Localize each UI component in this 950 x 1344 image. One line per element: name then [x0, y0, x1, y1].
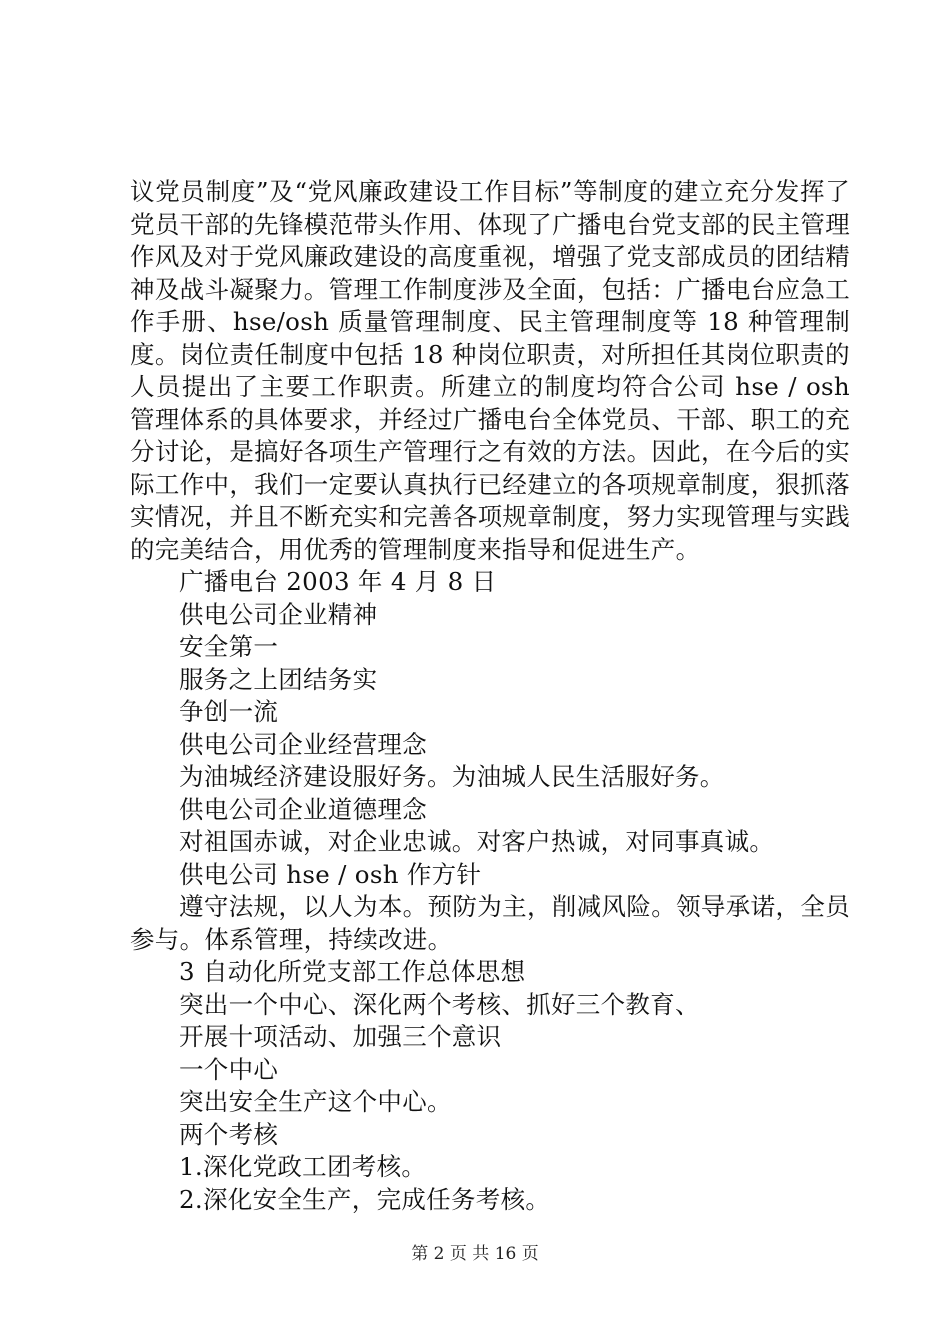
heading-party-branch-thought: 3 自动化所党支部工作总体思想: [179, 957, 526, 986]
text-thought-line-1: 突出一个中心、深化两个考核、抓好三个教育、: [179, 989, 700, 1019]
page-indicator: 第 2 页 共 16 页: [411, 1244, 539, 1264]
heading-moral-philosophy: 供电公司企业道德理念: [179, 794, 427, 824]
heading-one-center: 一个中心: [179, 1054, 279, 1084]
heading-business-philosophy: 供电公司企业经营理念: [179, 729, 427, 759]
list-item-assessment-1: 1.深化党政工团考核。: [179, 1152, 427, 1181]
paragraph-date-signature: 广播电台 2003 年 4 月 8 日: [179, 567, 497, 596]
text-safety-first: 安全第一: [179, 632, 279, 661]
text-moral-philosophy: 对祖国赤诚，对企业忠诚。对客户热诚，对同事真诚。: [179, 827, 775, 856]
text-service-unity: 服务之上团结务实: [179, 664, 378, 694]
heading-hse-policy: 供电公司 hse / osh 作方针: [179, 859, 482, 889]
page-footer: [0, 1242, 950, 1266]
text-hse-policy: 遵守法规，以人为本。预防为主，削减风险。领导承诺，全员参与。体系管理，持续改进。: [130, 892, 850, 954]
text-one-center: 突出安全生产这个中心。: [179, 1087, 452, 1116]
heading-two-assessments: 两个考核: [179, 1119, 279, 1149]
document-body: [130, 176, 850, 1216]
paragraph-policy-summary: 议党员制度”及“党风廉政建设工作目标”等制度的建立充分发挥了党员干部的先锋模范带头作用、体现了广播电台党支部的民主管理作风及对于党风廉政建设的高度重视，增强了党支部成员的团结精神及战斗凝聚力。管理工作制度涉及全面，包括：广播电台应急工作手册、hse/osh 质量管理制度、民主管理制度等 18 种管理制度。岗位责任制度中包括 18 种岗位职责，对所担任其岗位职责的人员提出了主要工作职责。所建立的制度均符合公司 hse / osh 管理体系的具体要求，并经过广播电台全体党员、干部、职工的充分讨论，是搞好各项生产管理行之有效的方法。因此，在今后的实际工作中，我们一定要认真执行已经建立的各项规章制度，狠抓落实情况，并且不断充实和完善各项规章制度，努力实现管理与实践的完美结合，用优秀的管理制度来指导和促进生产。: [130, 177, 850, 564]
heading-enterprise-spirit: 供电公司企业精神: [179, 599, 378, 629]
text-thought-line-2: 开展十项活动、加强三个意识: [179, 1022, 502, 1051]
text-business-philosophy: 为油城经济建设服好务。为油城人民生活服好务。: [179, 762, 725, 791]
list-item-assessment-2: 2.深化安全生产，完成任务考核。: [179, 1184, 551, 1214]
text-strive-first-class: 争创一流: [179, 697, 279, 726]
